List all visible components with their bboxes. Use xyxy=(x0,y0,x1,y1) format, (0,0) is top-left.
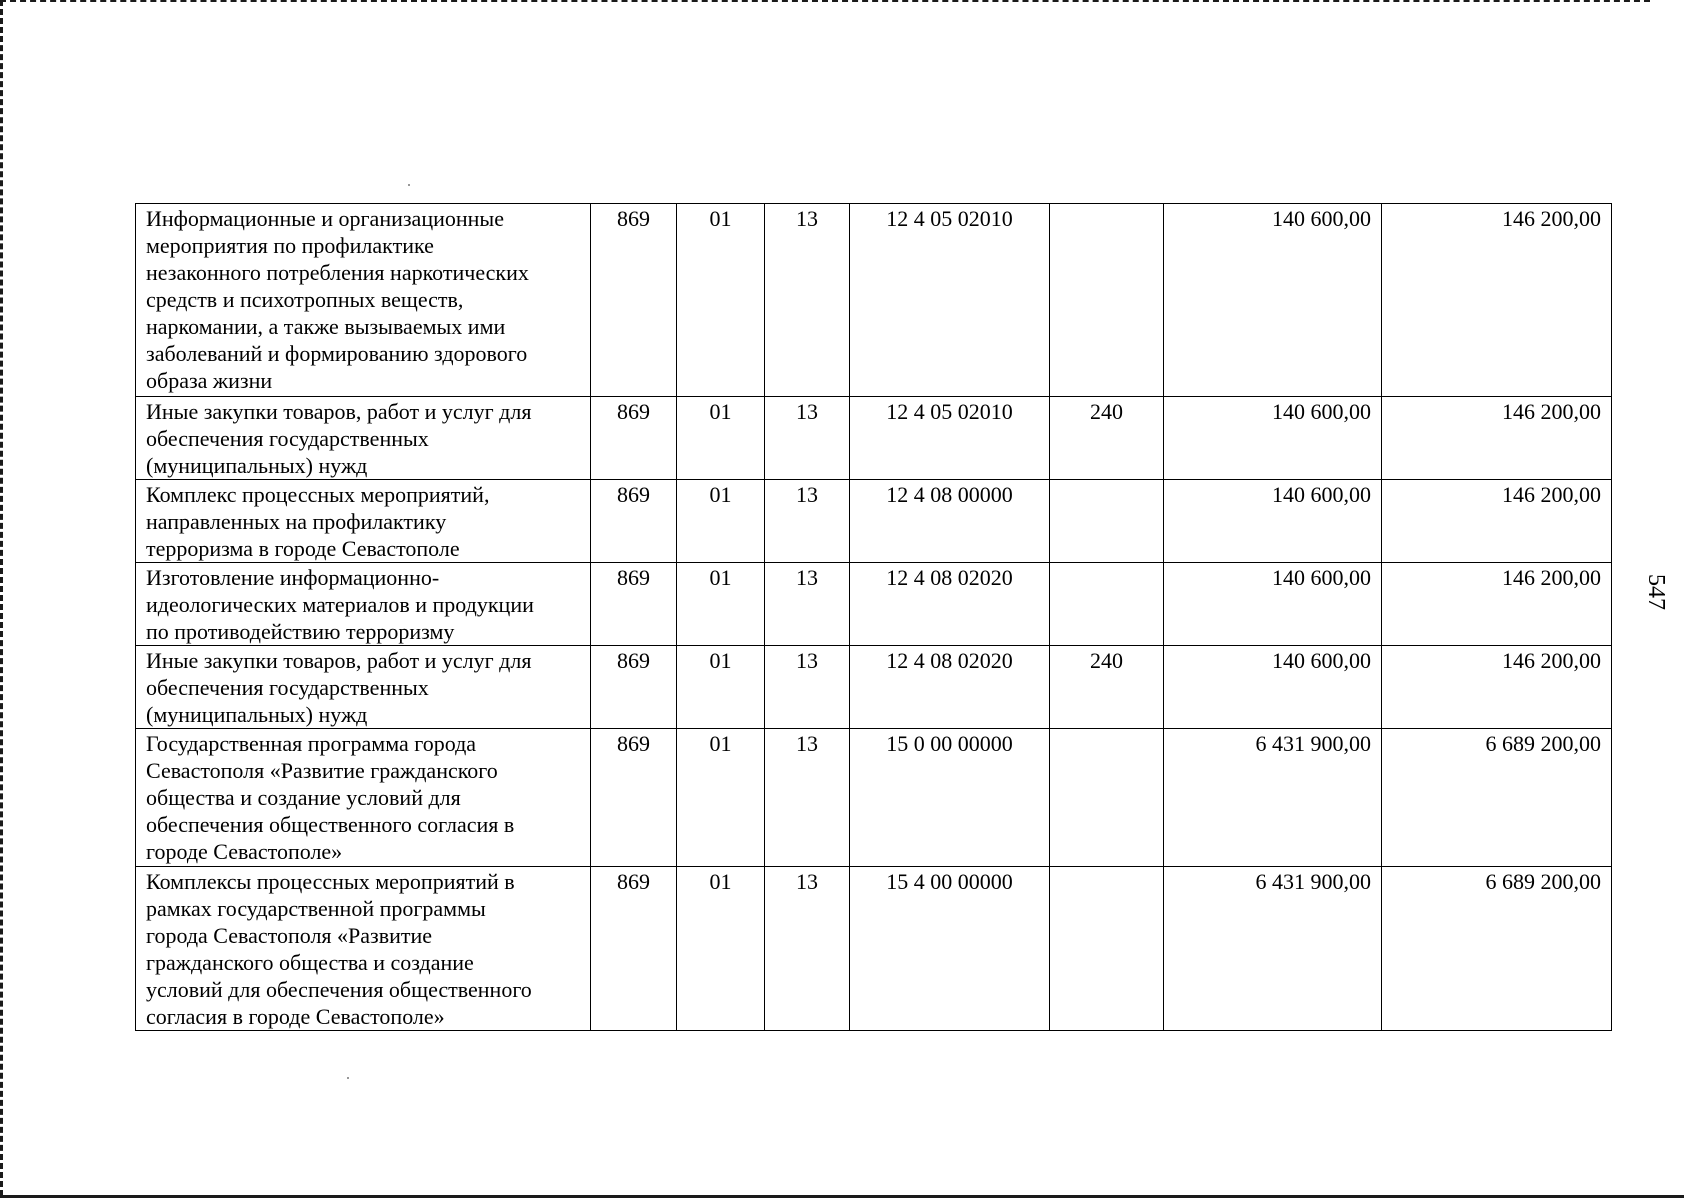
table-row xyxy=(136,867,1612,1031)
table-row xyxy=(136,397,1612,480)
table-row xyxy=(136,480,1612,563)
sum-year2-cell: 146 200,00 xyxy=(1382,563,1612,646)
row-name-line: образа жизни xyxy=(146,368,273,393)
target-article-cell: 12 4 08 00000 xyxy=(850,480,1050,563)
expense-type-cell xyxy=(1050,729,1164,867)
row-name-cell xyxy=(136,563,591,646)
subsection-code-cell: 13 xyxy=(765,729,850,867)
sum-year1-cell: 140 600,00 xyxy=(1164,563,1382,646)
expense-type-cell xyxy=(1050,204,1164,397)
sum-year2-cell: 6 689 200,00 xyxy=(1382,867,1612,1031)
target-article-cell: 12 4 05 02010 xyxy=(850,397,1050,480)
row-name-line: условий для обеспечения общественного xyxy=(146,977,532,1002)
scan-speck xyxy=(347,1077,349,1079)
row-name-line: гражданского общества и создание xyxy=(146,950,474,975)
row-name-line: Государственная программа города xyxy=(146,731,477,756)
subsection-code-cell: 13 xyxy=(765,646,850,729)
ministry-code-cell: 869 xyxy=(591,867,677,1031)
row-name-cell xyxy=(136,729,591,867)
row-name-line: согласия в городе Севастополе» xyxy=(146,1004,445,1029)
row-name-line: средств и психотропных веществ, xyxy=(146,287,464,312)
row-name-line: рамках государственной программы xyxy=(146,896,486,921)
row-name-line: Севастополя «Развитие гражданского xyxy=(146,758,498,783)
target-article-cell: 15 0 00 00000 xyxy=(850,729,1050,867)
row-name-line: (муниципальных) нужд xyxy=(146,453,368,478)
subsection-code-cell: 13 xyxy=(765,480,850,563)
table-row xyxy=(136,204,1612,397)
scan-edge-top xyxy=(0,0,1650,2)
row-name-line: общества и создание условий для xyxy=(146,785,461,810)
sum-year2-cell: 146 200,00 xyxy=(1382,204,1612,397)
ministry-code-cell: 869 xyxy=(591,729,677,867)
row-name-line: Комплекс процессных мероприятий, xyxy=(146,482,490,507)
expense-type-cell: 240 xyxy=(1050,397,1164,480)
sum-year2-cell: 146 200,00 xyxy=(1382,397,1612,480)
scan-edge-bottom xyxy=(0,1195,1684,1198)
sum-year1-cell: 140 600,00 xyxy=(1164,204,1382,397)
section-code-cell: 01 xyxy=(677,397,765,480)
row-name-line: Комплексы процессных мероприятий в xyxy=(146,869,515,894)
sum-year1-cell: 140 600,00 xyxy=(1164,646,1382,729)
target-article-cell: 15 4 00 00000 xyxy=(850,867,1050,1031)
scan-edge-left xyxy=(0,0,3,1196)
expense-type-cell xyxy=(1050,563,1164,646)
subsection-code-cell: 13 xyxy=(765,204,850,397)
sum-year2-cell: 146 200,00 xyxy=(1382,480,1612,563)
section-code-cell: 01 xyxy=(677,867,765,1031)
row-name-line: (муниципальных) нужд xyxy=(146,702,368,727)
row-name-cell xyxy=(136,646,591,729)
row-name-line: по противодействию терроризму xyxy=(146,619,455,644)
row-name-line: направленных на профилактику xyxy=(146,509,447,534)
row-name-line: Иные закупки товаров, работ и услуг для xyxy=(146,399,532,424)
row-name-cell xyxy=(136,204,591,397)
row-name-line: мероприятия по профилактике xyxy=(146,233,434,258)
expense-type-cell xyxy=(1050,867,1164,1031)
sum-year1-cell: 6 431 900,00 xyxy=(1164,867,1382,1031)
row-name-line: терроризма в городе Севастополе xyxy=(146,536,460,561)
sum-year1-cell: 140 600,00 xyxy=(1164,397,1382,480)
sum-year1-cell: 6 431 900,00 xyxy=(1164,729,1382,867)
row-name-cell xyxy=(136,397,591,480)
scan-speck xyxy=(408,184,410,186)
subsection-code-cell: 13 xyxy=(765,397,850,480)
ministry-code-cell: 869 xyxy=(591,480,677,563)
sum-year2-cell: 6 689 200,00 xyxy=(1382,729,1612,867)
expense-type-cell xyxy=(1050,480,1164,563)
ministry-code-cell: 869 xyxy=(591,563,677,646)
budget-table xyxy=(135,203,1612,1031)
table-row xyxy=(136,729,1612,867)
row-name-cell xyxy=(136,867,591,1031)
table-row xyxy=(136,563,1612,646)
row-name-line: обеспечения государственных xyxy=(146,675,429,700)
ministry-code-cell: 869 xyxy=(591,397,677,480)
target-article-cell: 12 4 08 02020 xyxy=(850,563,1050,646)
row-name-line: Иные закупки товаров, работ и услуг для xyxy=(146,648,532,673)
section-code-cell: 01 xyxy=(677,729,765,867)
row-name-line: идеологических материалов и продукции xyxy=(146,592,534,617)
sum-year2-cell: 146 200,00 xyxy=(1382,646,1612,729)
section-code-cell: 01 xyxy=(677,204,765,397)
expense-type-cell: 240 xyxy=(1050,646,1164,729)
row-name-line: городе Севастополе» xyxy=(146,839,343,864)
page-number: 547 xyxy=(1643,574,1669,610)
subsection-code-cell: 13 xyxy=(765,563,850,646)
row-name-line: обеспечения государственных xyxy=(146,426,429,451)
row-name-line: обеспечения общественного согласия в xyxy=(146,812,515,837)
ministry-code-cell: 869 xyxy=(591,204,677,397)
row-name-line: наркомании, а также вызываемых ими xyxy=(146,314,506,339)
section-code-cell: 01 xyxy=(677,480,765,563)
target-article-cell: 12 4 05 02010 xyxy=(850,204,1050,397)
target-article-cell: 12 4 08 02020 xyxy=(850,646,1050,729)
row-name-line: заболеваний и формированию здорового xyxy=(146,341,528,366)
subsection-code-cell: 13 xyxy=(765,867,850,1031)
row-name-line: города Севастополя «Развитие xyxy=(146,923,433,948)
row-name-line: Информационные и организационные xyxy=(146,206,504,231)
row-name-cell xyxy=(136,480,591,563)
table-row xyxy=(136,646,1612,729)
section-code-cell: 01 xyxy=(677,563,765,646)
section-code-cell: 01 xyxy=(677,646,765,729)
ministry-code-cell: 869 xyxy=(591,646,677,729)
row-name-line: Изготовление информационно- xyxy=(146,565,440,590)
sum-year1-cell: 140 600,00 xyxy=(1164,480,1382,563)
row-name-line: незаконного потребления наркотических xyxy=(146,260,529,285)
budget-table-body xyxy=(136,204,1612,1031)
